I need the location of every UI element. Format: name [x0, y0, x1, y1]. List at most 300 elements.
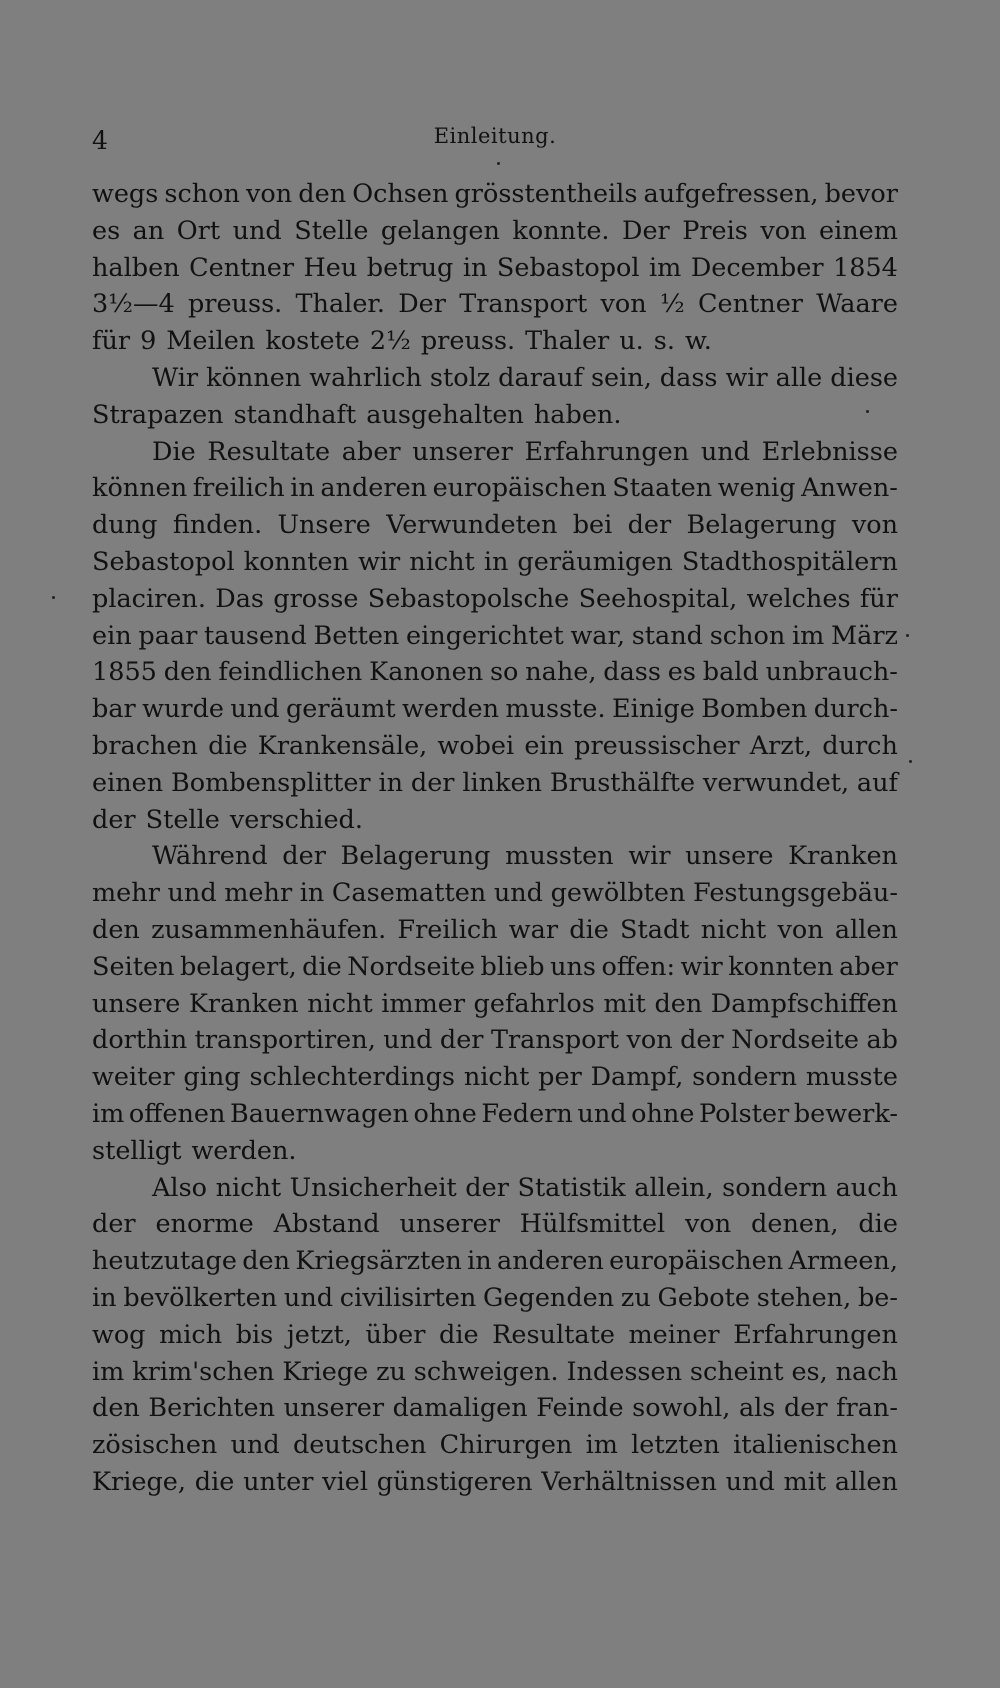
- word: jetzt,: [286, 1319, 352, 1350]
- text-line: [92, 875, 898, 912]
- word: zusammenhäufen.: [151, 914, 387, 945]
- word: Belagerung: [340, 841, 491, 872]
- word: Dampfschiffen: [710, 988, 898, 1019]
- text-line: [92, 912, 898, 949]
- word: dass: [603, 657, 661, 688]
- page-number: 4: [92, 126, 108, 155]
- word: schlechterdings: [249, 1062, 456, 1093]
- word: den: [92, 914, 140, 945]
- word: im: [92, 1098, 125, 1129]
- word: schon: [709, 620, 786, 651]
- word: für: [859, 583, 898, 614]
- word: so: [489, 657, 519, 688]
- text-line: [92, 1243, 898, 1280]
- word: schon: [164, 179, 240, 209]
- word: Krankensäle,: [257, 730, 428, 761]
- running-title: Einleitung.: [433, 124, 557, 148]
- text-line: [92, 1096, 898, 1133]
- word: von: [685, 1209, 732, 1240]
- word: Federn: [481, 1098, 573, 1129]
- word: und: [167, 878, 217, 909]
- word: Feinde: [536, 1393, 624, 1424]
- word: wir: [680, 951, 723, 982]
- word: Erfahrungen: [733, 1319, 898, 1350]
- word: Centner: [189, 252, 295, 283]
- word: wog: [92, 1319, 146, 1350]
- word: und: [493, 878, 543, 909]
- word: musste.: [505, 694, 606, 725]
- word: ½: [660, 289, 685, 320]
- word: wir: [358, 546, 401, 577]
- word: mehr: [224, 878, 293, 909]
- word: werden: [402, 694, 499, 725]
- word: können: [206, 362, 302, 393]
- word: ohne: [413, 1098, 477, 1129]
- text-line: [92, 1427, 898, 1464]
- word: Sebastopol: [92, 546, 235, 577]
- word: Der: [398, 289, 446, 320]
- word: Meilen: [166, 326, 256, 357]
- word: nicht: [463, 1062, 530, 1093]
- text-line: [92, 434, 898, 471]
- word: placiren.: [92, 583, 206, 614]
- word: Thaler: [525, 326, 610, 357]
- word: krim'schen: [132, 1356, 275, 1387]
- word: ein: [524, 730, 564, 761]
- word: wobei: [437, 730, 515, 761]
- word: diese: [830, 362, 898, 393]
- word: blieb: [480, 951, 545, 982]
- word: kostete: [265, 326, 360, 357]
- word: preuss.: [187, 289, 283, 320]
- word: standhaft: [233, 399, 357, 430]
- word: es: [92, 215, 121, 246]
- word: unserer: [399, 1209, 500, 1240]
- word: Unsere: [277, 510, 371, 541]
- word: Stadt: [620, 914, 690, 945]
- word: über: [365, 1319, 426, 1350]
- text-line: [92, 1464, 898, 1501]
- word: Staaten: [612, 473, 713, 504]
- word: und: [230, 694, 280, 725]
- word: eingerichtet: [406, 620, 564, 651]
- word: Verhältnissen: [541, 1466, 717, 1497]
- word: dass: [659, 362, 718, 393]
- word: Erfahrungen: [524, 436, 690, 467]
- word: geräumt: [285, 694, 396, 725]
- word: in: [483, 546, 509, 577]
- word: 1854: [832, 252, 898, 283]
- word: Heu: [303, 252, 358, 283]
- text-line: [92, 1170, 898, 1207]
- word: Armeen,: [788, 1246, 898, 1277]
- word: feindlichen: [218, 657, 363, 688]
- text-line: [92, 1354, 898, 1391]
- word: europäischen: [432, 473, 607, 504]
- word: preussischer: [574, 730, 740, 761]
- word: meiner: [628, 1319, 720, 1350]
- word: letzten: [631, 1430, 720, 1461]
- word: Berichten: [148, 1393, 276, 1424]
- word: die: [439, 1319, 479, 1350]
- word: Kranken: [188, 988, 299, 1019]
- word: unsere: [92, 988, 181, 1019]
- word: der: [627, 510, 672, 541]
- word: freilich: [192, 473, 285, 504]
- word: 9: [140, 326, 157, 357]
- word: preuss.: [420, 326, 516, 357]
- body-text: [92, 176, 898, 1501]
- word: brachen: [92, 730, 198, 761]
- word: die: [858, 1209, 898, 1240]
- word: linken: [462, 767, 543, 798]
- word: weiter: [92, 1062, 175, 1093]
- word: Gegenden: [483, 1282, 615, 1313]
- word: Wir: [152, 362, 199, 393]
- word: von: [246, 179, 293, 209]
- word: denen,: [751, 1209, 839, 1240]
- word: günstigeren: [376, 1466, 533, 1497]
- word: verwundet,: [702, 767, 850, 798]
- word: bei: [572, 510, 613, 541]
- word: mit: [783, 1466, 827, 1497]
- word: wurde: [142, 694, 224, 725]
- word: Stelle: [294, 215, 369, 246]
- text-line: [92, 507, 898, 544]
- word: in: [378, 767, 404, 798]
- word: bevölkerten: [123, 1282, 278, 1313]
- text-line: [92, 765, 898, 802]
- word: der: [410, 767, 455, 798]
- word: es: [667, 657, 696, 688]
- word: scheint: [689, 1356, 784, 1387]
- word: Casematten: [331, 878, 487, 909]
- word: unter: [243, 1466, 314, 1497]
- word: von: [626, 1025, 673, 1056]
- word: Chirurgen: [439, 1430, 573, 1461]
- word: Thaler.: [295, 289, 385, 320]
- word: transportiren,: [194, 1025, 376, 1056]
- word: nahe,: [525, 657, 597, 688]
- word: Kriege: [282, 1356, 369, 1387]
- word: bar: [92, 694, 136, 725]
- word: auch: [835, 1172, 898, 1203]
- word: 2½: [369, 326, 411, 357]
- text-line: [92, 838, 898, 875]
- word: dung: [92, 510, 158, 541]
- text-line: [92, 1317, 898, 1354]
- word: Dampf,: [590, 1062, 684, 1093]
- text-line: [92, 397, 898, 434]
- word: Belagerung: [686, 510, 837, 541]
- word: unserer: [283, 1393, 385, 1424]
- word: Verwundeten: [386, 510, 558, 541]
- word: im: [92, 1356, 125, 1387]
- word: Seehospital,: [578, 583, 738, 614]
- word: stand: [631, 620, 704, 651]
- word: wenig: [717, 473, 796, 504]
- word: bevor: [824, 179, 898, 209]
- print-speck: [497, 162, 500, 165]
- word: europäischen: [609, 1246, 784, 1277]
- word: aufgefressen,: [643, 179, 819, 209]
- word: können: [92, 473, 188, 504]
- word: in: [290, 473, 315, 504]
- word: für: [92, 326, 131, 357]
- word: be-: [857, 1282, 898, 1313]
- word: Abstand: [273, 1209, 380, 1240]
- word: unserer: [412, 436, 513, 467]
- word: mit: [603, 988, 646, 1019]
- text-line: [92, 470, 898, 507]
- text-line: [92, 360, 898, 397]
- word: bald: [702, 657, 759, 688]
- word: der: [92, 804, 136, 835]
- word: enorme: [155, 1209, 254, 1240]
- text-line: [92, 323, 898, 360]
- text-line: [92, 802, 898, 839]
- word: s.: [653, 326, 675, 357]
- text-line: [92, 286, 898, 323]
- word: den: [242, 1246, 291, 1277]
- text-line: [92, 654, 898, 691]
- word: grosse: [273, 583, 359, 614]
- word: und: [700, 436, 751, 467]
- word: Nordseite: [347, 951, 476, 982]
- print-speck: [909, 760, 912, 763]
- word: ab: [866, 1025, 898, 1056]
- word: in: [92, 1282, 117, 1313]
- word: den: [92, 1393, 140, 1424]
- word: allein,: [634, 1172, 714, 1203]
- word: Bauernwagen: [230, 1098, 409, 1129]
- word: 1855: [92, 657, 157, 688]
- word: aber: [341, 436, 401, 467]
- word: Ort: [176, 215, 221, 246]
- word: einem: [819, 215, 898, 246]
- word: Centner: [698, 289, 803, 320]
- word: Arzt,: [749, 730, 813, 761]
- word: Das: [215, 583, 264, 614]
- word: Hülfsmittel: [519, 1209, 666, 1240]
- word: konnte.: [512, 215, 610, 246]
- word: die: [569, 914, 609, 945]
- word: civilisirten: [339, 1282, 477, 1313]
- word: dorthin: [92, 1025, 188, 1056]
- word: stehen,: [756, 1282, 852, 1313]
- word: Nordseite: [731, 1025, 859, 1056]
- word: war: [508, 914, 559, 945]
- word: unsere: [685, 841, 774, 872]
- word: zu: [620, 1282, 651, 1313]
- word: tausend: [204, 620, 307, 651]
- word: nicht: [409, 546, 475, 577]
- word: Stadthospitälern: [681, 546, 898, 577]
- word: nach: [835, 1356, 898, 1387]
- word: Kriege,: [92, 1466, 187, 1497]
- word: mussten: [505, 841, 614, 872]
- word: Der: [622, 215, 670, 246]
- word: gefahrlos: [473, 988, 595, 1019]
- word: offenen: [128, 1098, 226, 1129]
- word: Brusthälfte: [549, 767, 696, 798]
- word: Die: [152, 436, 196, 467]
- word: Transport: [490, 1025, 619, 1056]
- word: in: [299, 878, 325, 909]
- print-speck: [906, 634, 909, 637]
- word: der: [92, 1209, 136, 1240]
- word: Also: [152, 1172, 208, 1203]
- print-speck: [52, 596, 55, 599]
- word: konnten: [728, 951, 834, 982]
- word: März: [831, 620, 898, 651]
- text-line: [92, 691, 898, 728]
- text-line: [92, 213, 898, 250]
- word: und: [383, 1025, 433, 1056]
- word: den: [298, 179, 347, 209]
- word: mich: [159, 1319, 223, 1350]
- text-line: [92, 250, 898, 287]
- text-line: [92, 986, 898, 1023]
- word: in: [467, 1246, 492, 1277]
- word: w.: [684, 326, 712, 357]
- word: Transport: [459, 289, 588, 320]
- word: es,: [791, 1356, 828, 1387]
- word: grösstentheils: [454, 179, 638, 209]
- word: viel: [322, 1466, 368, 1497]
- word: Resultate: [492, 1319, 615, 1350]
- word: stelligt: [92, 1135, 182, 1166]
- word: Stelle: [145, 804, 220, 835]
- text-line: [92, 1022, 898, 1059]
- word: im: [649, 252, 682, 283]
- word: und: [232, 215, 282, 246]
- text-line: [92, 1133, 898, 1170]
- word: sondern: [722, 1172, 828, 1203]
- word: werden.: [191, 1135, 297, 1166]
- word: von: [760, 215, 807, 246]
- word: die: [208, 730, 248, 761]
- word: Anwen-: [801, 473, 898, 504]
- word: bis: [235, 1319, 274, 1350]
- word: Resultate: [207, 436, 331, 467]
- word: Waare: [816, 289, 898, 320]
- word: allen: [834, 1466, 898, 1497]
- word: der: [439, 1025, 484, 1056]
- word: die: [194, 1466, 235, 1497]
- word: und: [283, 1282, 334, 1313]
- word: Seiten: [92, 951, 175, 982]
- word: musste: [805, 1062, 898, 1093]
- word: Kanonen: [369, 657, 484, 688]
- text-line: [92, 949, 898, 986]
- text-line: [92, 728, 898, 765]
- word: offen:: [601, 951, 676, 982]
- word: geräumigen: [517, 546, 673, 577]
- word: u.: [619, 326, 644, 357]
- word: Sebastopolsche: [367, 583, 570, 614]
- word: mehr: [92, 878, 160, 909]
- word: Ochsen: [352, 179, 449, 209]
- word: und: [577, 1098, 627, 1129]
- word: den: [163, 657, 212, 688]
- word: Unsicherheit: [289, 1172, 457, 1203]
- word: nicht: [215, 1172, 282, 1203]
- text-line: [92, 618, 898, 655]
- word: im: [792, 620, 825, 651]
- word: in: [462, 252, 488, 283]
- word: italienischen: [733, 1430, 898, 1461]
- word: auf: [856, 767, 898, 798]
- word: stolz: [429, 362, 491, 393]
- word: Strapazen: [92, 399, 224, 430]
- word: und: [725, 1466, 775, 1497]
- text-line: [92, 1206, 898, 1243]
- word: immer: [381, 988, 466, 1019]
- word: der: [783, 1393, 828, 1424]
- word: der: [282, 841, 326, 872]
- word: sondern: [692, 1062, 798, 1093]
- text-line: [92, 544, 898, 581]
- word: durch: [822, 730, 898, 761]
- word: konnten: [243, 546, 350, 577]
- word: Polster: [699, 1098, 790, 1129]
- word: deutschen: [292, 1430, 427, 1461]
- word: halben: [92, 252, 180, 283]
- word: unbrauch-: [765, 657, 898, 688]
- word: anderen: [497, 1246, 604, 1277]
- text-line: [92, 1390, 898, 1427]
- word: damaligen: [392, 1393, 528, 1424]
- word: uns: [550, 951, 596, 982]
- word: Erlebnisse: [761, 436, 898, 467]
- word: wahrlich: [309, 362, 422, 393]
- word: December: [690, 252, 824, 283]
- word: war,: [570, 620, 626, 651]
- running-head: [92, 118, 898, 158]
- word: zu: [376, 1356, 406, 1387]
- word: die: [302, 951, 342, 982]
- word: gewölbten: [550, 878, 686, 909]
- word: Bombensplitter: [171, 767, 371, 798]
- word: im: [585, 1430, 618, 1461]
- word: haben.: [533, 399, 622, 430]
- word: Sebastopol: [496, 252, 640, 283]
- word: darauf: [498, 362, 583, 393]
- word: einen: [92, 767, 164, 798]
- word: gelangen: [380, 215, 500, 246]
- word: finden.: [172, 510, 263, 541]
- word: alle: [775, 362, 823, 393]
- word: den: [654, 988, 703, 1019]
- word: ausgehalten: [366, 399, 524, 430]
- text-line: [92, 1059, 898, 1096]
- word: Einige: [612, 694, 695, 725]
- word: Gebote: [657, 1282, 750, 1313]
- word: Bomben: [701, 694, 808, 725]
- word: wir: [628, 841, 671, 872]
- word: sein,: [590, 362, 652, 393]
- word: belagert,: [179, 951, 297, 982]
- word: sowohl,: [632, 1393, 731, 1424]
- word: allen: [834, 914, 898, 945]
- word: an: [132, 215, 165, 246]
- word: 3½—4: [92, 289, 175, 320]
- word: paar: [138, 620, 198, 651]
- word: Statistik: [517, 1172, 626, 1203]
- word: von: [777, 914, 824, 945]
- word: ging: [183, 1062, 241, 1093]
